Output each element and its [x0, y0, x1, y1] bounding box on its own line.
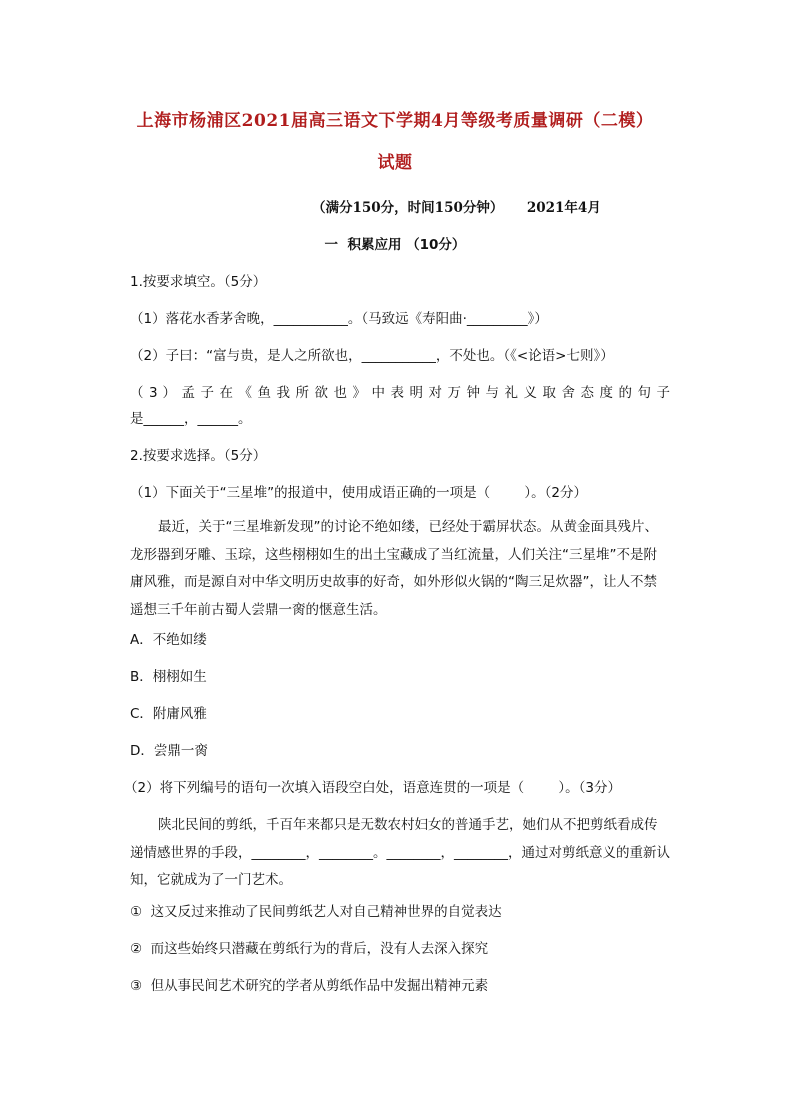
option-b: B．栩栩如生	[130, 669, 207, 685]
option-a: A．不绝如缕	[130, 632, 207, 648]
document-title-line-1: 上海市杨浦区2021届高三语文下学期4月等级考质量调研（二模）	[136, 111, 654, 131]
question-2-sub-2-prompt: （2）将下列编号的语句一次填入语段空白处，语意连贯的一项是（ ）。（3分）	[124, 780, 622, 796]
exam-info: （满分150分，时间150分钟） 2021年4月	[312, 200, 601, 216]
sentence-3: ③ 但从事民间艺术研究的学者从剪纸作品中发掘出精神元素	[130, 978, 489, 994]
option-d: D．尝鼎一脔	[130, 743, 208, 759]
sentence-1: ① 这又反过来推动了民间剪纸艺人对自己精神世界的自觉表达	[130, 904, 502, 920]
question-1-item-1: （1）落花水香茅舍晚，___________。（马致远《寿阳曲·_________》）	[130, 311, 548, 327]
question-2-sub-1-prompt: （1）下面关于“三星堆”的报道中，使用成语正确的一项是（ ）。（2分）	[130, 485, 587, 501]
document-title-line-2: 试题	[377, 153, 413, 173]
sentence-2: ② 而这些始终只潜藏在剪纸行为的背后，没有人去深入探究	[130, 941, 489, 957]
passage-text: 最近，关于“三星堆新发现”的讨论不绝如缕，已经处于霸屏状态。从黄金面具残片、龙形器到牙雕、玉琮，这些栩栩如生的出土宝藏成了当红流量，人们关注“三星堆”不是附庸风雅，而是源自对中华文明历史故事的好奇，如外形似火锅的“陶三足炊器”，让人不禁遥想三千年前古蜀人尝鼎一脔的惬意生活。	[130, 519, 658, 618]
question-2-heading: 2.按要求选择。（5分）	[130, 448, 267, 464]
option-c: C．附庸风雅	[130, 706, 207, 722]
passage-text: 陕北民间的剪纸，千百年来都只是无数农村妇女的普通手艺，她们从不把剪纸看成传递情感世界的手段，________，________。________，________，通过对剪纸意义的重新认知，它就成为了一门艺术。	[130, 817, 670, 888]
question-1-item-3-line-1: （ 3 ） 孟 子 在 《 鱼 我 所 欲 也 》 中 表 明 对 万 钟 与 礼 义 取 舍 态 度 的 句 子	[130, 385, 670, 401]
question-1-item-3-line-2: 是______，______。	[130, 411, 252, 427]
question-1-item-2: （2）子曰：“富与贵，是人之所欲也，___________，不处也。（《<论语>七则》）	[130, 348, 614, 364]
section-heading: 一 积累应用 （10分）	[324, 237, 466, 253]
question-2-sub-1-passage	[130, 514, 670, 624]
question-1-heading: 1.按要求填空。（5分）	[130, 274, 267, 290]
question-2-sub-2-passage	[130, 812, 670, 895]
